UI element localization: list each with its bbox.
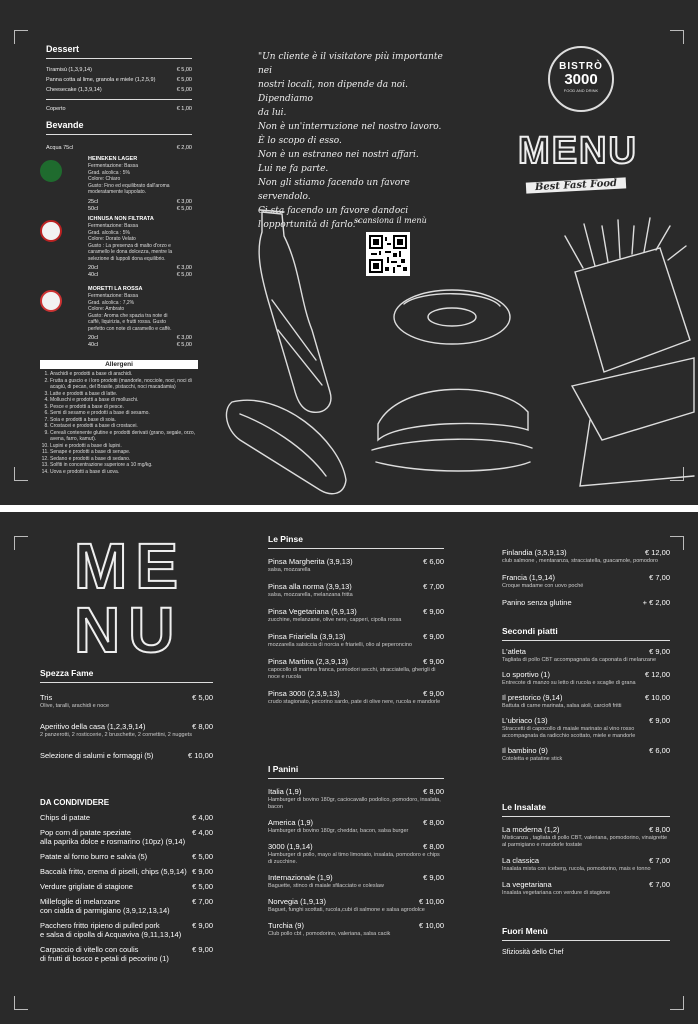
menu-item-row [40,722,213,731]
panini-title: I Panini [268,764,299,774]
menu-item-price: € 9,00 [192,867,213,876]
menu-item-name: Chips di patate [40,813,91,822]
beer-detail: Colore: Dorato Velato [88,236,136,242]
menu-item-desc: Baguet, funghi scottati, rucola,cubi di salmone e salsa agrodolce [268,907,425,913]
menu-item-row [40,882,213,891]
menu-item [502,670,670,687]
menu-item-row [40,693,213,702]
menu-item-row [40,867,213,876]
beer-detail: Colore: Ambrato [88,306,125,312]
menu-item-price: € 7,00 [649,880,670,889]
menu-item-name: Norvegia (1,9,13) [268,897,326,906]
menu-item-row [40,828,213,837]
logo-tagline: FOOD AND DRINK [563,88,599,93]
quote-line: nostri locali, non dipende da noi. Dipendiamo [258,80,408,104]
menu-item-row [502,670,670,679]
menu-item-desc: crudo stagionato, pecorino sardo, pate di olive nere, rucola e mandorle [268,699,441,705]
menu-item-price: € 7,00 [649,856,670,865]
menu-item-name: Lo sportivo (1) [502,670,550,679]
beer-detail: Grad. alcolica : 7,2% [88,299,135,306]
menu-item [40,921,213,939]
menu-item-price: € 4,00 [192,813,213,822]
menu-item-name: 3000 (1,9,14) [268,842,313,851]
beer-size: 50cl [88,205,99,212]
menu-item-row [268,818,444,827]
dessert-item-price: € 5,00 [176,87,192,93]
menu-item-desc: Club pollo cbt , pomodorino, valeriana, salsa cacik [268,931,391,937]
quote-line: Non è un estraneo nei nostri affari. [258,150,419,160]
soda-bottle-icon [259,210,331,412]
menu-item [268,582,444,599]
menu-item-desc: Hamburger di pollo, mayo al timo limonato, insalata, pomodoro e chips di zucchine. [268,852,440,865]
menu-item-row [40,945,213,954]
menu-item-price: € 6,00 [649,746,670,755]
menu-item-price: € 5,00 [192,693,213,702]
menu-item-name: Pop corn di patate speziate [40,828,131,837]
menu-item-price: € 9,00 [423,632,444,641]
menu-item-name: Tris [40,693,53,702]
menu-item-desc: salsa, mozzarella, melanzana fritta [268,592,353,598]
menu-item-desc: Olive, taralli, arachidi e noce [40,703,110,709]
menu-item-name: Il bambino (9) [502,746,548,755]
dessert-item-name: Tiramisù (1,3,9,14) [46,67,92,73]
menu-item-name: La moderna (1,2) [502,825,560,834]
menu-item-desc: Entrecote di manzo su letto di rucola e scaglie di grana [502,680,636,686]
acqua-price: € 2,00 [176,145,192,151]
quote-line: Ci sta facendo un favore dandoci [258,206,409,216]
menu-item-row [268,787,444,796]
sandwich-icon [372,389,532,471]
allergen-item: 9. Cereali contenente glutine e prodotti derivati (grano, segale, orzo, avena, farro, kamut). [50,430,198,443]
coperto-price: € 1,00 [176,106,192,112]
qr-label: scansiona il menù [354,216,427,225]
menu-page-top [0,0,698,505]
menu-item-desc: 2 panzerotti, 2 rosticcerie, 2 bruschette, 2 cornettini, 2 nuggets [40,732,192,738]
menu-item-name: Baccalà fritto, crema di piselli, chips (5,9,14) [40,867,187,876]
menu-item-row [502,693,670,702]
menu-item [502,746,670,763]
dessert-item-price: € 5,00 [176,67,192,73]
panini-section [268,764,444,945]
fuori-menu-title: Fuori Menù [502,926,548,936]
menu-item-name-line2: e salsa di cipolla di Acquaviva (9,11,13,14) [40,930,182,939]
menu-item [268,897,444,914]
allergen-item: 13. Solfiti in concentrazione superiore a 10 mg/kg. [50,462,198,469]
menu-item-row [268,657,444,666]
quote-line: Non è un'interruzione nel nostro lavoro. [258,122,442,132]
menu-item-name: Millefoglie di melanzane [40,897,121,906]
beer-name: ICHNUSA NON FILTRATA [88,216,154,222]
beer-size: 25cl [88,198,99,205]
menu-item-price: € 6,00 [423,557,444,566]
menu-item-name: Pinsa 3000 (2,3,9,13) [268,689,340,698]
insalate-section [502,802,670,904]
menu-item-desc: mozzarella salsiccia di norcia e friarielli, olio al peperoncino [268,642,412,648]
menu-item-price: € 12,00 [644,670,670,679]
beer-size: 40cl [88,342,99,348]
menu-item-price: € 4,00 [192,828,213,837]
menu-item [268,557,444,574]
menu-item-row [502,856,670,865]
beer-detail: caffè, liquirizia, e frutti rossa. Gusto [88,319,166,325]
menu-item-name: Panino senza glutine [502,598,572,607]
beer-name: MORETTI LA ROSSA [88,286,143,292]
menu-item-desc: salsa, mozzarella [268,567,311,573]
menu-item-row [502,746,670,755]
menu-item-name: Italia (1,9) [268,787,302,796]
allergen-item: 2. Frutta a guscio e i loro prodotti (mandorle, nocciole, noci, noci di acagiù, di pecan, del Brasile, pistacchi, noci macadamia) [50,378,198,391]
corner-ornament [14,996,28,1010]
menu-item-price: € 9,00 [423,689,444,698]
menu-item-row [268,897,444,906]
right-top-section [502,548,670,615]
menu-item [40,945,213,963]
menu-item-name: La vegetariana [502,880,552,889]
menu-item-desc: Misticanza , tagliata di pollo CBT, valeriana, pomodorino, vinaigrette al parmigiano e mandorle tostate [502,835,668,848]
allergen-item: 5. Pesce e prodotti a base di pesce. [50,404,198,411]
dessert-item-name: Cheesecake (1,3,9,14) [46,87,102,93]
menu-item-row [40,813,213,822]
menu-item-desc: Straccetti di capocollo di maiale marinato al vino rosso accompagnata da radicchio scottato, miele e mandorle [502,726,636,739]
menu-title: MENU [518,130,638,172]
menu-item [268,873,444,890]
menu-item-row [502,573,670,582]
menu-item-name-line2: con cialda di parmigiano (3,9,12,13,14) [40,906,170,915]
menu-item [40,897,213,915]
fuori-menu-item: Sfiziosità dello Chef [502,949,564,956]
corner-ornament [14,536,28,550]
beer-price: € 5,00 [176,342,192,348]
menu-item-name: Turchia (9) [268,921,304,930]
menu-item-row [268,842,444,851]
menu-item [268,787,444,811]
coperto-name: Coperto [46,106,66,112]
quote-line: l'opportunità di farlo." [258,220,360,230]
menu-item-name: L'atleta [502,647,526,656]
fries-icon [565,218,690,372]
big-menu-line1: ME [74,530,186,602]
logo-name-num: 3000 [564,71,598,88]
chalk-illustrations [0,0,698,505]
menu-item [268,657,444,681]
menu-item-desc: capocollo di martina franca, pomodori secchi, stracciatella, gherigli di noce e rucola [268,667,436,680]
menu-item-desc: Tagliata di pollo CBT accompagnata da caponata di melanzane [502,657,656,663]
menu-item-name: Pacchero fritto ripieno di pulled pork [40,921,160,930]
menu-item-price: € 9,00 [649,647,670,656]
allergen-item: 10. Lupini e prodotti a base di lupini. [50,443,198,450]
menu-item-name: Aperitivo della casa (1,2,3,9,14) [40,722,146,731]
hot-dog-icon [226,400,346,494]
menu-item-price: € 8,00 [423,787,444,796]
menu-item-price: € 8,00 [649,825,670,834]
beer-detail: moderatamente luppolato. [88,189,147,195]
beer-detail: selezione di luppoli dona equilibrio. [88,255,166,262]
menu-item [40,828,213,846]
menu-item-row [268,632,444,641]
allergen-item: 6. Semi di sesamo e prodotti a base di sesamo. [50,410,198,417]
menu-item-row [502,598,670,607]
menu-item-price: € 10,00 [644,693,670,702]
menu-item-row [268,921,444,930]
menu-item [40,693,213,710]
menu-item [40,867,213,876]
beer-detail: perfetto con note di caramello e caffè. [88,325,172,332]
beer-price: € 3,00 [176,335,192,341]
menu-item [268,689,444,706]
menu-item-row [502,647,670,656]
toast-icon [572,358,694,486]
menu-item-row [40,921,213,930]
menu-item-desc: Battuta di carne marinata, salsa aioli, carciofi fritti [502,703,622,709]
menu-item-name: Verdure grigliate di stagione [40,882,133,891]
beer-size: 20cl [88,265,99,271]
beer-size: 40cl [88,272,99,278]
menu-item-name: Pinsa Margherita (3,9,13) [268,557,353,566]
menu-item [268,632,444,649]
menu-item [502,716,670,740]
menu-item-row [268,607,444,616]
menu-item-row [40,751,213,760]
allergen-item: 3. Latte e prodotti a base di latte. [50,391,198,398]
menu-item-name: Pinsa Vegetariana (5,9,13) [268,607,357,616]
menu-item [502,825,670,849]
secondi-title: Secondi piatti [502,626,558,636]
beer-detail: Fermentazione: Bassa [88,293,139,299]
menu-item-row [40,897,213,906]
menu-item-name-line2: alla paprika dolce e rosmarino (10pz) (9,14) [40,837,186,846]
menu-item [268,607,444,624]
menu-item-desc: Baguette, stinco di maiale sfilacciato e coleslaw [268,883,384,889]
beer-price: € 5,00 [176,205,192,212]
big-menu-line2: NU [74,594,183,666]
menu-item [40,751,213,760]
menu-item-row [268,873,444,882]
spezza-fame-section [40,668,213,772]
panini-list [268,787,444,938]
menu-item-row [268,557,444,566]
menu-item-price: € 7,00 [649,573,670,582]
menu-item [502,573,670,590]
menu-item-desc: Croque madame con uovo poché [502,583,584,589]
corner-ornament [670,536,684,550]
quote-line: da lui. [258,108,287,118]
menu-subtitle: Best Fast Food [526,177,626,193]
menu-item-desc: Hamburger di bovino 180gr, cheddar, bacon, salsa burger [268,828,409,834]
insalate-title: Le Insalate [502,802,546,812]
pinse-list [268,557,444,706]
dessert-title: Dessert [46,44,80,54]
insalate-list [502,825,670,897]
menu-item-price: € 9,00 [423,607,444,616]
secondi-list [502,647,670,763]
donut-icon [394,290,510,344]
pinse-title: Le Pinse [268,534,303,544]
condividere-title: DA CONDIVIDERE [40,798,110,807]
menu-item-price: € 9,00 [649,716,670,725]
menu-item [40,852,213,861]
fuori-menu-section [502,926,670,956]
allergen-item: 14. Uova e prodotti a base di uova. [50,469,198,476]
menu-item-price: € 10,00 [418,921,444,930]
pinse-section [268,534,444,714]
spezza-fame-title: Spezza Fame [40,668,94,678]
allergen-item: 1. Arachidi e prodotti a base di arachidi. [50,371,198,378]
menu-item-price: € 7,00 [192,897,213,906]
menu-item-name: Pinsa Martina (2,3,9,13) [268,657,349,666]
menu-item-price: € 8,00 [423,818,444,827]
menu-item-row [268,582,444,591]
quote-line: Non gli stiamo facendo un favore servendolo. [258,178,410,202]
menu-item-desc: Cotoletta e patatine stick [502,756,563,762]
menu-item-desc: zucchine, melanzane, olive nere, capperi, cipolla rossa [268,617,402,623]
menu-item-name: La classica [502,856,540,865]
allergen-item: 11. Senape e prodotti a base di senape. [50,449,198,456]
condividere-section [40,798,213,969]
beer-detail: Gusto: Aroma che spazia tra note di [88,312,168,319]
menu-item-price: € 8,00 [423,842,444,851]
menu-item-name: Finlandia (3,5,9,13) [502,548,567,557]
menu-item-price: € 9,00 [423,873,444,882]
menu-item-price: + € 2,00 [642,598,670,607]
condividere-list [40,813,213,963]
menu-item-price: € 9,00 [423,657,444,666]
menu-item-desc: Insalata vegetariana con verdure di stagione [502,890,611,896]
beer-detail: caramello le dona dolcezza, mentre la [88,249,173,255]
menu-item-price: € 10,00 [418,897,444,906]
menu-item-name: Selezione di salumi e formaggi (5) [40,751,154,760]
menu-page-bottom [0,512,698,1024]
menu-item-name: Patate al forno burro e salvia (5) [40,852,148,861]
beer-price: € 3,00 [176,198,192,205]
menu-item-name-line2: di frutti di bosco e petali di pecorino (1) [40,954,169,963]
quote-line: "Un cliente è il visitatore più importante nei [258,52,443,76]
menu-item-price: € 9,00 [192,921,213,930]
beer-detail: Fermentazione: Bassa [88,223,139,229]
menu-item-desc: Hamburger di bovino 180gr, caciocavallo podolico, pomodoro, insalata, bacon [268,797,441,810]
menu-item-name: Il prestorico (9,14) [502,693,563,702]
menu-item [40,813,213,822]
allergen-item: 12. Sedano e prodotti a base di sedano. [50,456,198,463]
allergen-item: 7. Soia e prodotti a base di soia. [50,417,198,424]
menu-item [268,842,444,866]
menu-item-price: € 9,00 [192,945,213,954]
beer-detail: Gusto: Fino ed equilibrato dall'aroma [88,182,170,189]
menu-item [502,598,670,607]
spezza-fame-list [40,693,213,760]
menu-item [502,647,670,664]
menu-item-desc: Insalata mista con iceberg, rucola, pomodorino, mais e tonno [502,866,651,872]
menu-item-name: Francia (1,9,14) [502,573,555,582]
corner-ornament [670,996,684,1010]
beer-price: € 5,00 [176,272,192,278]
beer-size: 20cl [88,335,99,341]
menu-item-price: € 5,00 [192,882,213,891]
dessert-item-name: Panna cotta al lime, granola e miele (1,2,5,9) [46,77,156,83]
acqua-name: Acqua 75cl [46,145,74,151]
allergeni-title: Allergeni [40,360,198,369]
bevande-title: Bevande [46,120,84,130]
menu-item-price: € 7,00 [423,582,444,591]
menu-item [502,856,670,873]
menu-item-name: Internazionale (1,9) [268,873,333,882]
menu-item-price: € 5,00 [192,852,213,861]
secondi-section [502,626,670,769]
quote-line: È lo scopo di esso. [258,136,342,146]
menu-item-row [268,689,444,698]
beer-detail: Grad. alcolica : 5% [88,229,130,236]
right-top-list [502,548,670,607]
menu-item [40,722,213,739]
menu-item-name: America (1,9) [268,818,314,827]
quote-line: Lui ne fa parte. [258,164,329,174]
menu-item-row [502,825,670,834]
menu-item [268,921,444,938]
menu-item [40,882,213,891]
menu-item-name: Pinsa Friariella (3,9,13) [268,632,346,641]
menu-item [502,548,670,565]
menu-item-desc: club salmone , mentaranza, stracciatella, guacamole, pomodoro [502,558,658,564]
menu-item-name: Carpaccio di vitello con coulis [40,945,139,954]
allergen-item: 4. Molluschi e prodotti a base di molluschi. [50,397,198,404]
beer-detail: Gusto : La presenza di malto d'orzo e [88,242,171,249]
logo-name-top: BISTRÒ [559,61,603,72]
beer-name: HEINEKEN LAGER [88,156,138,162]
menu-item-price: € 8,00 [192,722,213,731]
menu-item-price: € 12,00 [644,548,670,557]
dessert-item-price: € 5,00 [176,77,192,83]
menu-item-row [40,852,213,861]
menu-item [502,880,670,897]
menu-item-name: L'ubriaco (13) [502,716,548,725]
beer-price: € 3,00 [176,265,192,271]
menu-item-row [502,716,670,725]
menu-item [502,693,670,710]
menu-item-row [502,880,670,889]
beer-detail: Grad. alcolica : 5% [88,169,130,176]
beer-detail: Fermentazione: Bassa [88,163,139,169]
allergen-item: 8. Crostacei e prodotti a base di crostacei. [50,423,198,430]
big-menu-title [74,530,186,666]
menu-item-row [502,548,670,557]
menu-item-price: € 10,00 [187,751,213,760]
menu-item [268,818,444,835]
beer-detail: Colore: Chiaro [88,176,121,182]
menu-item-name: Pinsa alla norma (3,9,13) [268,582,352,591]
